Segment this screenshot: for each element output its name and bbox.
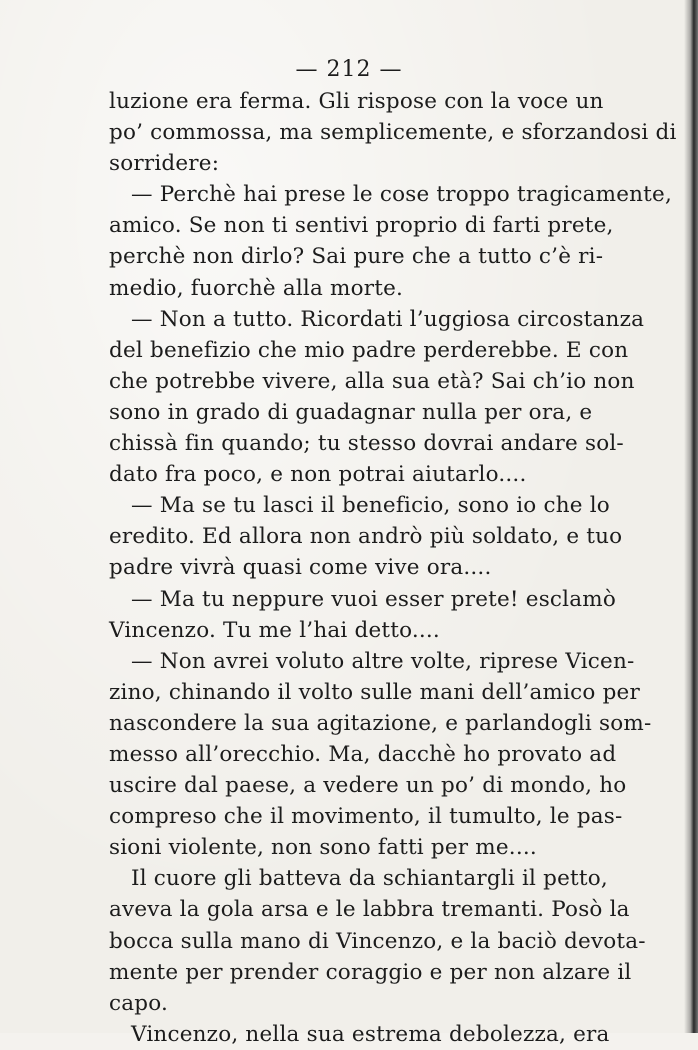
- text-line: messo all’orecchio. Ma, dacchè ho provato ad: [109, 741, 617, 767]
- text-line: Il cuore gli batteva da schiantargli il petto,: [131, 866, 608, 892]
- text-line: perchè non dirlo? Sai pure che a tutto c’è ri-: [109, 244, 604, 270]
- body-text: [109, 86, 677, 1050]
- text-line: sorridere:: [109, 151, 220, 177]
- text-line: compreso che il movimento, il tumulto, le pas-: [109, 804, 623, 830]
- text-line: Vincenzo. Tu me l’hai detto....: [109, 617, 440, 643]
- text-line: eredito. Ed allora non andrò più soldato, e tuo: [109, 524, 623, 550]
- text-line: padre vivrà quasi come vive ora....: [109, 555, 492, 581]
- text-line: capo.: [109, 990, 169, 1016]
- text-line: — Non avrei voluto altre volte, riprese Vicen-: [131, 648, 635, 674]
- text-line: del benefizio che mio padre perderebbe. E con: [109, 337, 629, 363]
- text-line: po’ commossa, ma semplicemente, e sforzandosi di: [109, 120, 677, 146]
- text-line: sioni violente, non sono fatti per me....: [109, 835, 537, 861]
- text-line: chissà fin quando; tu stesso dovrai andare sol-: [109, 431, 624, 457]
- text-line: — Non a tutto. Ricordati l’uggiosa circostanza: [131, 306, 645, 332]
- text-line: — Ma tu neppure vuoi esser prete! esclamò: [131, 586, 617, 612]
- text-line: mente per prender coraggio e per non alzare il: [109, 959, 632, 985]
- text-line: zino, chinando il volto sulle mani dell’amico per: [109, 679, 640, 705]
- page-number: — 212 —: [295, 57, 403, 82]
- text-line: Vincenzo, nella sua estrema debolezza, era: [131, 1021, 610, 1047]
- text-line: bocca sulla mano di Vincenzo, e la baciò devota-: [109, 928, 646, 954]
- text-line: che potrebbe vivere, alla sua età? Sai ch’io non: [109, 368, 635, 394]
- text-line: sono in grado di guadagnar nulla per ora, e: [109, 399, 593, 425]
- text-line: aveva la gola arsa e le labbra tremanti. Posò la: [109, 897, 630, 923]
- text-line: uscire dal paese, a vedere un po’ di mondo, ho: [109, 773, 627, 799]
- text-line: — Perchè hai prese le cose troppo tragicamente,: [131, 182, 672, 208]
- page-edge-shadow: [684, 0, 698, 1033]
- text-line: nascondere la sua agitazione, e parlandogli som-: [109, 710, 652, 736]
- text-line: medio, fuorchè alla morte.: [109, 275, 404, 301]
- text-line: dato fra poco, e non potrai aiutarlo....: [109, 462, 527, 488]
- text-line: luzione era ferma. Gli rispose con la voce un: [109, 89, 604, 114]
- text-line: amico. Se non ti sentivi proprio di farti prete,: [109, 213, 614, 239]
- text-line: — Ma se tu lasci il beneficio, sono io che lo: [131, 493, 610, 519]
